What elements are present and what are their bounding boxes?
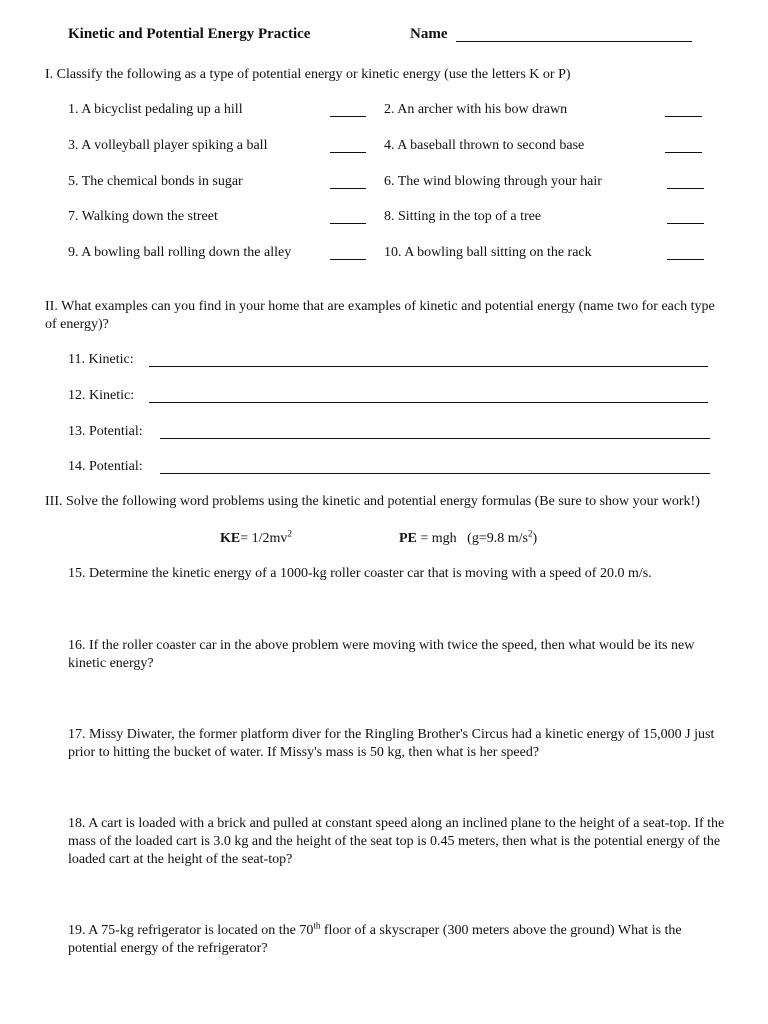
item-8: 8. Sitting in the top of a tree [384,209,542,224]
answer-blank-7[interactable] [330,223,366,224]
ke-formula [220,530,292,548]
item-13-label: 13. Potential: [68,424,143,439]
pe-exponent: 2 [527,528,533,539]
worksheet-title: Kinetic and Potential Energy Practice [68,26,311,42]
item-2: 2. An archer with his bow drawn [384,102,568,117]
item-1: 1. A bicyclist pedaling up a hill [68,102,243,117]
question-17: 17. Missy Diwater, the former platform diver for the Ringling Brother's Circus had a kinetic energy of 15,000 J just prior to hitting the bucket of water. If Missy's mass is 50 kg, then what is her speed? [68,727,715,760]
name-label-text: Name [410,26,448,42]
item-12-label: 12. Kinetic: [68,388,135,403]
section3-heading: III. Solve the following word problems using the kinetic and potential energy formulas (Be sure to show your work!) [45,494,700,509]
answer-line-14[interactable] [160,473,710,474]
question-19-part-a: 19. A 75-kg refrigerator is located on the 70 [68,923,314,938]
question-19-part-b: floor of a skyscraper (300 meters above the ground) What is the potential energy of the refrigerator? [68,923,682,956]
question-19 [68,922,728,958]
answer-blank-4[interactable] [665,152,702,153]
question-15: 15. Determine the kinetic energy of a 1000-kg roller coaster car that is moving with a speed of 20.0 m/s. [68,566,652,581]
pe-label: PE [399,531,417,546]
item-5: 5. The chemical bonds in sugar [68,174,243,189]
section2-heading: II. What examples can you find in your home that are examples of kinetic and potential energy (name two for each type of energy)? [45,299,715,332]
answer-blank-3[interactable] [330,152,366,153]
answer-blank-9[interactable] [330,259,366,260]
question-18: 18. A cart is loaded with a brick and pulled at constant speed along an inclined plane to the height of a seat-top. If the mass of the loaded cart is 3.0 kg and the height of the seat top is 0.45 meters, then what is the potential energy of the loaded cart at the height of the seat-top? [68,816,725,867]
item-10: 10. A bowling ball sitting on the rack [384,245,592,260]
ke-label: KE [220,531,241,546]
item-7: 7. Walking down the street [68,209,218,224]
name-blank[interactable] [456,41,692,42]
pe-formula-close: ) [532,531,538,546]
name-label [410,26,448,43]
pe-formula-text: = mgh (g=9.8 m/s [416,531,528,546]
item-4: 4. A baseball thrown to second base [384,138,585,153]
item-9: 9. A bowling ball rolling down the alley [68,245,292,260]
answer-line-13[interactable] [160,438,710,439]
answer-blank-8[interactable] [667,223,704,224]
question-19-superscript: th [313,920,321,931]
answer-line-12[interactable] [149,402,708,403]
answer-line-11[interactable] [149,366,708,367]
pe-formula [399,530,537,548]
answer-blank-5[interactable] [330,188,366,189]
answer-blank-2[interactable] [665,116,702,117]
ke-formula-text: = 1/2mv [240,531,288,546]
answer-blank-1[interactable] [330,116,366,117]
item-3: 3. A volleyball player spiking a ball [68,138,268,153]
item-14-label: 14. Potential: [68,459,143,474]
item-11-label: 11. Kinetic: [68,352,134,367]
answer-blank-6[interactable] [667,188,704,189]
item-6: 6. The wind blowing through your hair [384,174,602,189]
question-16: 16. If the roller coaster car in the above problem were moving with twice the speed, then what would be its new kinetic energy? [68,638,695,671]
answer-blank-10[interactable] [667,259,704,260]
ke-exponent: 2 [287,528,292,539]
section1-heading: I. Classify the following as a type of potential energy or kinetic energy (use the letters K or P) [45,67,571,82]
